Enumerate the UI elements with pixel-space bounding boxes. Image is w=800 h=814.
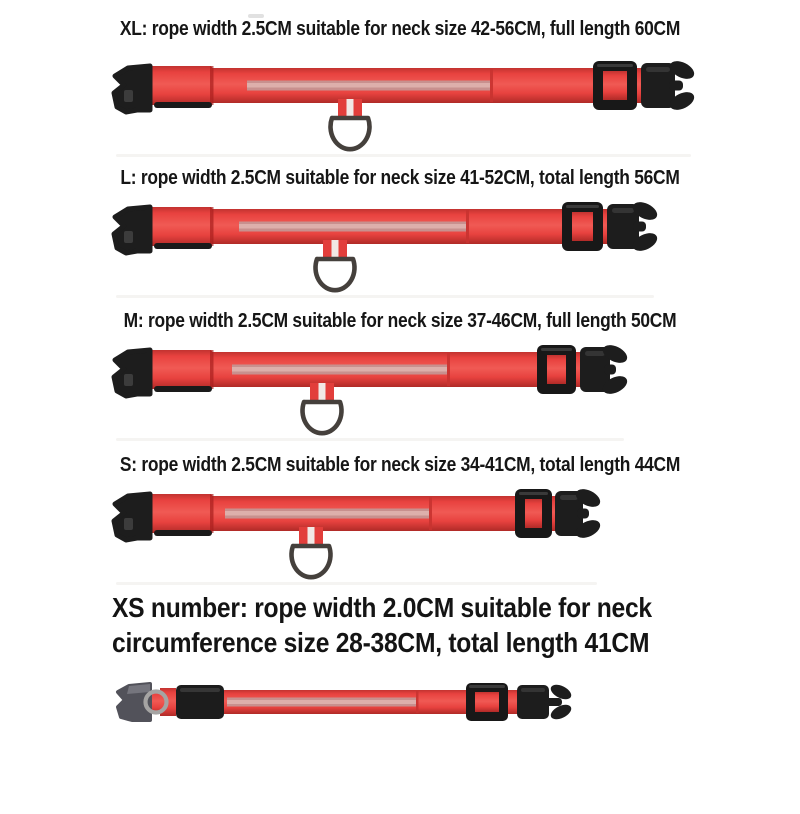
collar-svg [110,201,658,293]
collar-svg [110,344,628,436]
buckle-female [114,494,150,540]
keeper [154,102,212,108]
triglide-slider [515,489,552,538]
size-caption-xs [0,590,800,660]
triglide-slider [593,61,637,110]
buckle-female [114,66,150,112]
buckle-male [641,60,695,113]
photo-edge [116,295,654,298]
strap-fold [146,207,212,246]
photo-edge [116,582,597,585]
collar-photo-l [110,201,800,298]
buckle-male [555,488,601,541]
photo-edge [116,154,691,157]
collar-photo-xs [112,672,800,732]
size-caption-xs-line2: circumference size 28-38CM, total length 41CM [112,627,650,658]
keeper [176,685,224,719]
size-row-s [0,450,800,585]
triglide-slider [562,202,603,251]
size-row-m [0,306,800,441]
strap-fold [146,66,212,105]
keeper [154,386,212,392]
size-caption-l: L: rope width 2.5CM suitable for neck size 41-52CM, total length 56CM [120,167,680,189]
collar-photo-m [110,344,800,441]
strap-fold [146,494,212,533]
collar-svg [110,488,601,580]
size-caption-xs-line1: XS number: rope width 2.0CM suitable for neck [112,592,652,623]
strap-fold [146,350,212,389]
collar-svg [112,672,572,732]
size-caption-s: S: rope width 2.5CM suitable for neck size 34-41CM, total length 44CM [119,454,681,476]
collar-svg [110,60,695,152]
size-caption-xl: XL: rope width 2.5CM suitable for neck size 42-56CM, full length 60CM [119,18,681,40]
collar-photo-s [110,488,800,585]
size-row-xs [0,590,800,732]
buckle-male [607,201,658,254]
buckle-female [114,207,150,253]
buckle-male [517,682,572,722]
d-ring [292,527,331,577]
d-ring [303,383,342,433]
triglide-slider [466,683,508,721]
size-row-l [0,163,800,298]
buckle-female [114,350,150,396]
size-row-xl [0,14,800,157]
buckle-male [580,344,628,397]
keeper [154,530,212,536]
d-ring [316,240,355,290]
triglide-slider [537,345,576,394]
d-ring [331,99,370,149]
photo-edge [116,438,624,441]
collar-size-chart [0,14,800,814]
keeper [154,243,212,249]
size-caption-m: M: rope width 2.5CM suitable for neck size 37-46CM, full length 50CM [123,310,677,332]
collar-photo-xl [110,60,800,157]
